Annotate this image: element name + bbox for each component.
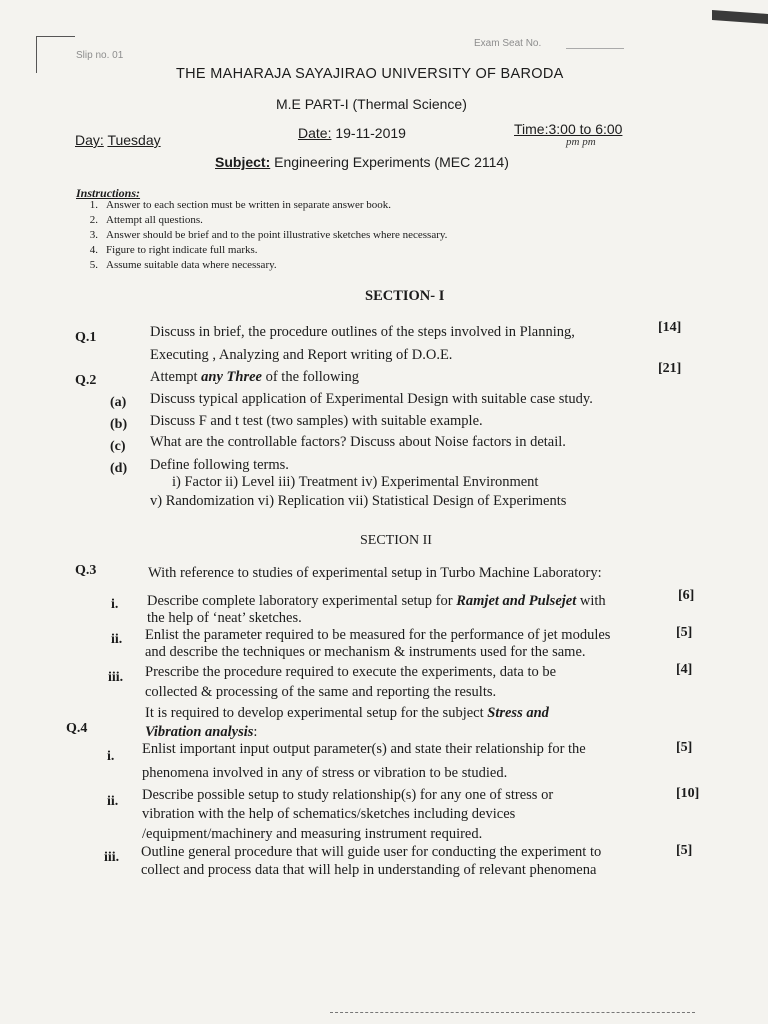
q4i-line-2: phenomena involved in any of stress or vibration to be studied. [142, 765, 508, 781]
q3iii-line-2: collected & processing of the same and reporting the results. [145, 684, 497, 700]
q2c-label: (c) [110, 439, 126, 454]
q3-number: Q.3 [75, 563, 97, 578]
exam-day [75, 132, 161, 148]
day-label: Day: [75, 132, 104, 148]
q4ii-label: ii. [107, 794, 119, 809]
bottom-dashed-rule [330, 1012, 695, 1013]
program-title: M.E PART-I (Thermal Science) [276, 96, 467, 112]
q3i-line-2: the help of ‘neat’ sketches. [147, 610, 302, 626]
instruction-item: 2. Attempt all questions. [89, 214, 203, 226]
q4ii-line-1: Describe possible setup to study relationship(s) for any one of stress or [142, 787, 554, 803]
q4iii-line-2: collect and process data that will help in understanding of relevant phenomena [141, 862, 597, 878]
q1-line-1: Discuss in brief, the procedure outlines of the steps involved in Planning, [150, 324, 575, 340]
q3ii-marks: [5] [676, 625, 693, 640]
subject-value: Engineering Experiments (MEC 2114) [274, 154, 509, 170]
q3iii-line-1: Prescribe the procedure required to execute the experiments, data to be [145, 664, 557, 680]
scan-edge-smudge [712, 10, 768, 24]
section-2-title: SECTION II [360, 533, 432, 548]
q2-marks: [21] [658, 361, 682, 376]
q3-intro: With reference to studies of experimental setup in Turbo Machine Laboratory: [148, 565, 602, 581]
exam-time [514, 121, 622, 137]
q3iii-label: iii. [108, 670, 124, 685]
instruction-item: 3. Answer should be brief and to the point illustrative sketches where necessary. [89, 229, 448, 241]
q3ii-line-2: and describe the techniques or mechanism & instruments used for the same. [145, 644, 586, 660]
time-value: 3:00 to 6:00 [548, 121, 623, 137]
q1-line-2: Executing , Analyzing and Report writing of D.O.E. [150, 347, 453, 363]
q4ii-line-2: vibration with the help of schematics/sketches including devices [142, 806, 516, 822]
q4-intro-line-2: Vibration analysis: [145, 724, 258, 740]
time-handwritten-note: pm pm [566, 136, 596, 148]
q4iii-marks: [5] [676, 843, 693, 858]
time-label: Time: [514, 121, 549, 137]
q2d-terms-line-2: v) Randomization vi) Replication vii) Statistical Design of Experiments [150, 493, 567, 509]
university-name: THE MAHARAJA SAYAJIRAO UNIVERSITY OF BARODA [176, 66, 564, 82]
q2a-label: (a) [110, 395, 127, 410]
q3ii-label: ii. [111, 632, 123, 647]
q4i-line-1: Enlist important input output parameter(s) and state their relationship for the [142, 741, 586, 757]
subject-line [215, 154, 509, 170]
instruction-item: 1. Answer to each section must be written in separate answer book. [89, 199, 391, 211]
q2-intro: Attempt any Three of the following [150, 369, 360, 385]
q4i-marks: [5] [676, 740, 693, 755]
instructions-list [76, 198, 447, 273]
q2c-text: What are the controllable factors? Discuss about Noise factors in detail. [150, 434, 566, 450]
q1-number: Q.1 [75, 330, 97, 345]
q4iii-label: iii. [104, 850, 120, 865]
date-label: Date: [298, 125, 332, 141]
section-1-title: SECTION- I [365, 288, 445, 304]
exam-seat-label: Exam Seat No. [474, 38, 542, 49]
day-value: Tuesday [107, 132, 161, 148]
q4iii-line-1: Outline general procedure that will guide user for conducting the experiment to [141, 844, 602, 860]
q3i-marks: [6] [678, 588, 695, 603]
exam-seat-blank [566, 38, 624, 49]
q2d-terms-line-1: i) Factor ii) Level iii) Treatment iv) Experimental Environment [172, 474, 539, 490]
q2b-text: Discuss F and t test (two samples) with suitable example. [150, 413, 483, 429]
q2d-label: (d) [110, 461, 128, 476]
q4ii-marks: [10] [676, 786, 700, 801]
q2d-text: Define following terms. [150, 457, 289, 473]
date-value: 19-11-2019 [335, 125, 406, 141]
q3ii-line-1: Enlist the parameter required to be measured for the performance of jet modules [145, 627, 611, 643]
q4-intro-line-1: It is required to develop experimental setup for the subject Stress and [145, 705, 549, 721]
instructions-title: Instructions: [76, 186, 141, 200]
q2a-text: Discuss typical application of Experimental Design with suitable case study. [150, 391, 593, 407]
q3i-line-1: Describe complete laboratory experimental setup for Ramjet and Pulsejet with [147, 593, 606, 609]
q4-number: Q.4 [66, 721, 88, 736]
instruction-item: 5. Assume suitable data where necessary. [89, 259, 277, 271]
q1-marks: [14] [658, 320, 682, 335]
corner-bracket-mark [36, 36, 75, 73]
instruction-item: 4. Figure to right indicate full marks. [89, 244, 258, 256]
q3iii-marks: [4] [676, 662, 693, 677]
q2b-label: (b) [110, 417, 128, 432]
q4ii-line-3: /equipment/machinery and measuring instrument required. [142, 826, 483, 842]
q2-number: Q.2 [75, 373, 97, 388]
slip-number: Slip no. 01 [76, 50, 124, 61]
q3i-label: i. [111, 597, 119, 612]
exam-date [298, 125, 406, 141]
subject-label: Subject: [215, 154, 271, 170]
q4i-label: i. [107, 749, 115, 764]
